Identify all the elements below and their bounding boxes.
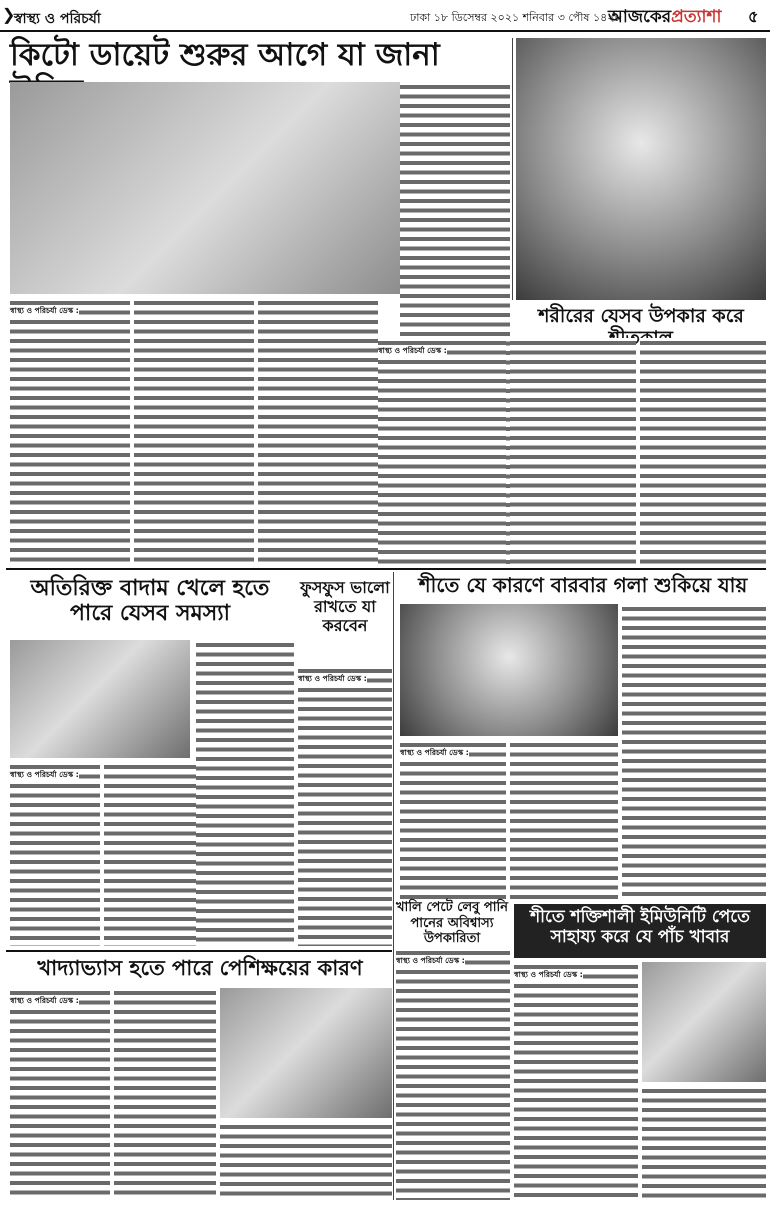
muscle-photo (220, 988, 392, 1118)
throat-byline: স্বাস্থ্য ও পরিচর্যা ডেস্ক : (400, 748, 469, 757)
keto-col-2 (134, 298, 254, 564)
winter-col-3 (640, 338, 766, 564)
section-divider-1 (6, 568, 766, 570)
newspaper-logo (608, 4, 721, 32)
almond-photo (10, 640, 190, 758)
section-divider-2 (6, 950, 392, 952)
keto-col-3 (258, 298, 378, 564)
winter-col-2 (510, 338, 636, 564)
keto-byline: স্বাস্থ্য ও পরিচর্যা ডেস্ক : (10, 306, 79, 315)
throat-col-2 (510, 740, 618, 900)
throat-col-3 (622, 604, 766, 900)
throat-col-1 (400, 740, 506, 900)
immunity-byline-wrap (514, 962, 583, 982)
winter-headline: শরীরের যেসব উপকার করে (538, 305, 744, 327)
winter-photo (516, 38, 766, 300)
lungs-byline-wrap (298, 666, 367, 686)
lemon-col (396, 948, 510, 1200)
lemon-byline: স্বাস্থ্য ও পরিচর্যা ডেস্ক : (396, 956, 465, 965)
issue-date: ঢাকা ১৮ ডিসেম্বর ২০২১ শনিবার ৩ পৌষ ১৪২৮ (410, 11, 622, 24)
almond-col-2 (104, 762, 198, 946)
throat-byline-wrap (400, 740, 469, 760)
immunity-col-1 (514, 962, 638, 1200)
page-number: ৫ (748, 7, 759, 26)
column-rule-2 (512, 38, 513, 300)
immunity-byline: স্বাস্থ্য ও পরিচর্যা ডেস্ক : (514, 970, 583, 979)
throat-headline: শীতে যে কারণে বারবার গলা শুকিয়ে যায় (418, 573, 748, 597)
muscle-byline-wrap (10, 988, 79, 1008)
muscle-col-3 (220, 1122, 392, 1200)
throat-photo (400, 604, 618, 736)
immunity-headline: শীতে শক্তিশালী ইমিউনিটি পেতে সাহায্য করে যে পাঁচ খাবার (530, 907, 750, 947)
logo-part-a: আজকের (608, 7, 672, 27)
muscle-byline: স্বাস্থ্য ও পরিচর্যা ডেস্ক : (10, 996, 79, 1005)
almond-col-1 (10, 762, 100, 946)
chevron-right-icon: ❯ (2, 5, 16, 24)
keto-byline-wrap (10, 298, 79, 318)
lemon-byline-wrap (396, 948, 465, 968)
almond-col-3 (196, 640, 294, 946)
lemon-headline: খালি পেটে লেবু পানি পানের অবিশ্বাস্য উপকারিতা (396, 900, 508, 947)
muscle-col-1 (10, 988, 110, 1200)
winter-byline-wrap (378, 338, 447, 358)
keto-col-1 (10, 298, 130, 564)
almond-byline-wrap (10, 762, 79, 782)
muscle-headline: খাদ্যাভ্যাস হতে পারে পেশিক্ষয়ের কারণ (37, 956, 363, 980)
logo-part-b: প্রত্যাশা (671, 7, 722, 27)
immunity-col-2 (642, 1086, 766, 1200)
lungs-headline: ফুসফুস ভালো রাখতে যা করবেন (300, 578, 390, 636)
lungs-col (298, 666, 392, 946)
winter-byline: স্বাস্থ্য ও পরিচর্যা ডেস্ক : (378, 346, 447, 355)
muscle-col-2 (114, 988, 216, 1200)
winter-col-1 (378, 338, 506, 564)
almond-headline: অতিরিক্ত বাদাম খেলে হতে পারে যেসব সমস্যা (30, 576, 270, 627)
immunity-photo (642, 962, 766, 1082)
almond-byline: স্বাস্থ্য ও পরিচর্যা ডেস্ক : (10, 770, 79, 779)
section-title: স্বাস্থ্য ও পরিচর্যা (14, 11, 101, 27)
column-rule-1 (393, 572, 394, 1200)
keto-headline: কিটো ডায়েট শুরুর আগে যা জানা (10, 37, 440, 73)
page-header (0, 0, 770, 32)
lungs-byline: স্বাস্থ্য ও পরিচর্যা ডেস্ক : (298, 674, 367, 683)
